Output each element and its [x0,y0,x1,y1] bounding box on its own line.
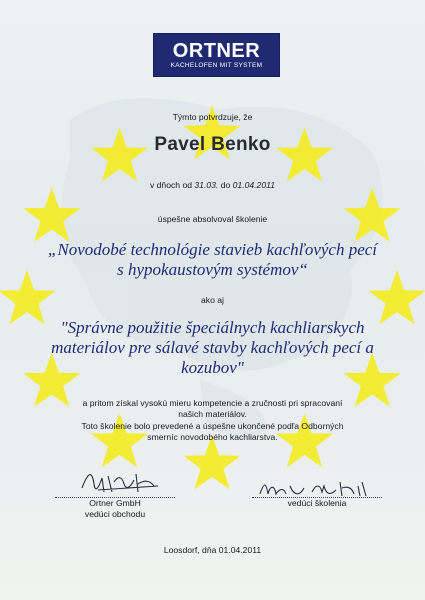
dates-mid: do [220,180,231,190]
logo-brand: ORTNER [172,40,261,62]
left-role: vedúci obchodu [84,509,146,519]
body-line4: smerníc novodobého kachliarstva. [147,432,278,442]
date-to: 01.04.2011 [232,180,276,190]
ortner-logo [153,33,280,77]
right-role: vedúci školenia [287,498,347,508]
body-line1: a pritom získal vysokú mieru kompetencie a zručnosti pri spracovaní [82,398,343,408]
course2-line2: materiálov pre sálavé stavby kachľových pecí a [51,338,374,357]
left-signature-block [55,497,175,520]
logo-tagline: KACHELOFEN MIT SYSTEM [170,62,263,69]
watermark-star [184,435,241,489]
date-from: 31.03. [194,180,219,190]
place-date: Loosdorf, dňa 01.04.2011 [163,545,262,555]
left-signature [78,466,168,498]
dates-prefix: v dňoch od [149,180,193,190]
body-line2: našich materiálov. [178,409,247,419]
left-org: Ortner GmbH [89,498,141,508]
intro-text: Týmto potvrdzuje, že [172,112,253,122]
connector-text: ako aj [201,295,224,305]
course1-line1: „Novodobé technológie stavieb kachľových pecí [47,240,378,259]
dates-line [0,180,425,190]
completed-text: úspešne absolvoval školenie [157,214,268,224]
course1-line2: s hypokaustovým systémov“ [117,260,308,279]
course2-line3: kozubov" [181,358,244,377]
course2-line1: "Správne použitie špeciálnych kachliarskych [60,318,365,337]
right-signature-block [252,497,382,509]
recipient-name: Pavel Benko [154,134,271,155]
body-line3: Toto školenie bolo prevedené a úspešne ukončené podľa Odborných [81,421,344,431]
